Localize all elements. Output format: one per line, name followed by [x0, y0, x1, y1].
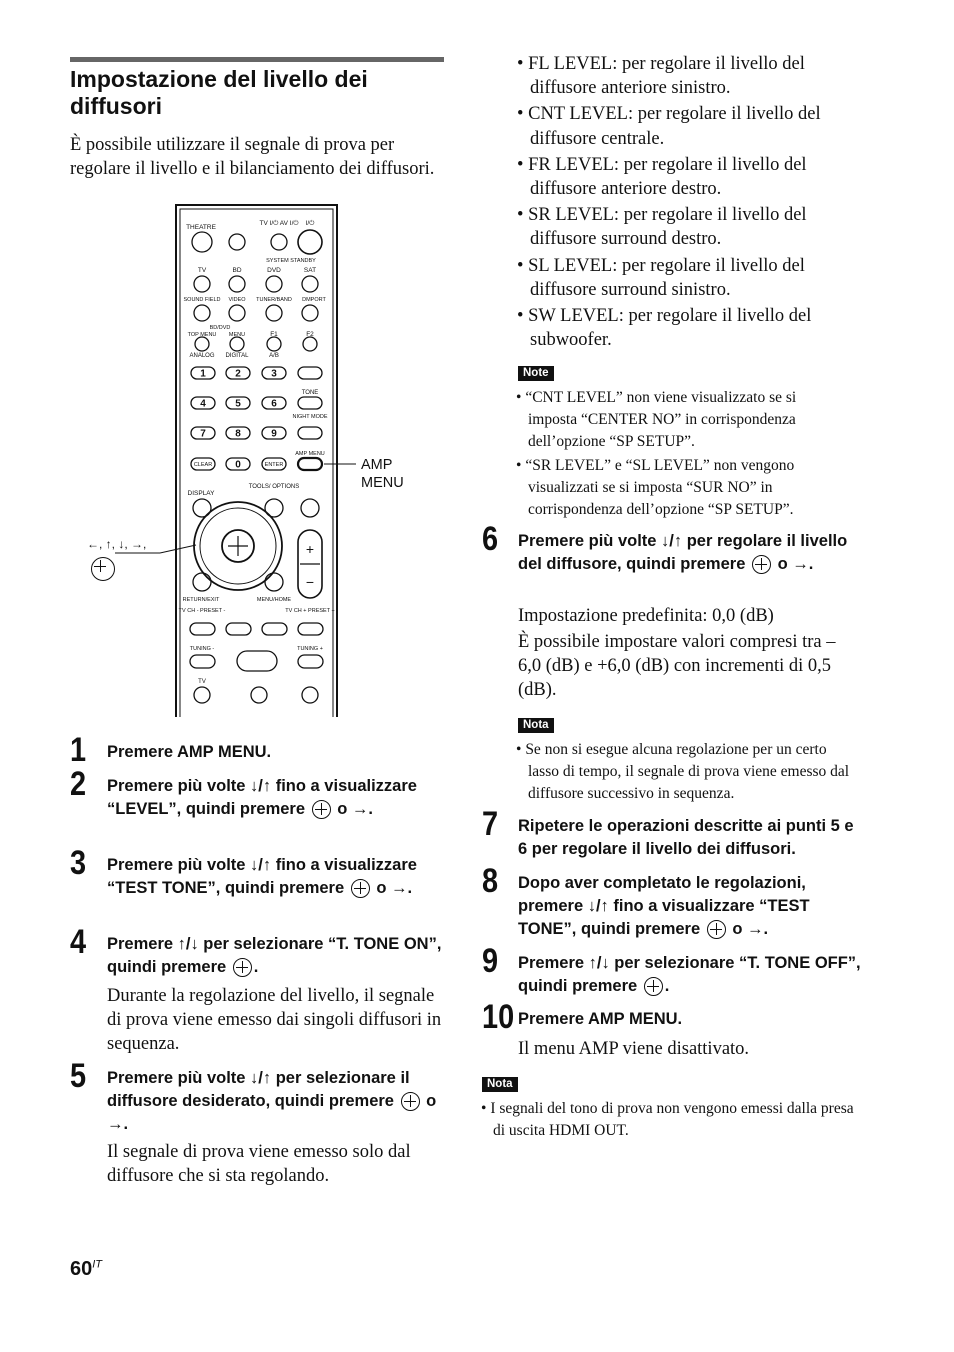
- svg-text:TV: TV: [198, 679, 206, 685]
- list-item: • FR LEVEL: per regolare il livello del diffusore anteriore destro.: [517, 154, 807, 200]
- svg-text:DIGITAL: DIGITAL: [225, 353, 249, 359]
- section-title: Impostazione del livello dei diffusori: [70, 66, 368, 119]
- svg-text:F1: F1: [270, 331, 278, 338]
- svg-text:1: 1: [200, 368, 206, 380]
- svg-text:TOP MENU: TOP MENU: [187, 332, 217, 338]
- enter-icon: [401, 1092, 420, 1111]
- remote-label-standby: SYSTEM STANDBY: [266, 258, 316, 264]
- step-body: È possibile impostare valori compresi tra –6,0 (dB) e +6,0 (dB) con incrementi di 0,5 (dB).: [518, 632, 836, 700]
- svg-text:SAT: SAT: [303, 267, 317, 274]
- step-body: Il segnale di prova viene emesso solo dal diffusore che si sta regolando.: [107, 1142, 411, 1186]
- page-number: $60^{IT}$: [70, 1258, 103, 1280]
- svg-text:VIDEO: VIDEO: [228, 297, 246, 303]
- step-body: Durante la regolazione del livello, il segnale di prova viene emesso dai singoli diffusori in sequenza.: [107, 986, 442, 1054]
- svg-text:NIGHT MODE: NIGHT MODE: [292, 414, 328, 420]
- step-heading: Premere più volte ↓/↑ fino a visualizzare “LEVEL”, quindi premere o →.: [107, 777, 417, 818]
- step-number: 1: [70, 731, 87, 769]
- enter-icon: [752, 555, 771, 574]
- svg-text:A/B: A/B: [269, 353, 279, 359]
- note-badge: Nota: [482, 1077, 518, 1092]
- svg-text:RETURN/EXIT: RETURN/EXIT: [182, 597, 220, 603]
- svg-text:MENU/HOME: MENU/HOME: [256, 597, 292, 603]
- intro-paragraph: È possibile utilizzare il segnale di prova per regolare il livello e il bilanciamento dei diffusori.: [70, 135, 435, 179]
- step-number: 5: [70, 1057, 87, 1095]
- svg-text:DVD: DVD: [267, 267, 281, 274]
- list-item: • FL LEVEL: per regolare il livello del diffusore anteriore sinistro.: [517, 54, 805, 99]
- list-item: • SW LEVEL: per regolare il livello del subwoofer.: [517, 306, 812, 351]
- step-number: 4: [70, 923, 87, 961]
- svg-text:DMPORT: DMPORT: [302, 297, 326, 303]
- step-heading: Premere AMP MENU.: [107, 743, 272, 761]
- step-number: 3: [70, 844, 87, 882]
- remote-label-theatre: THEATRE: [186, 224, 216, 231]
- svg-text:TUNER/BAND: TUNER/BAND: [256, 297, 292, 303]
- svg-text:3: 3: [271, 368, 277, 380]
- step-heading: Premere ↑/↓ per selezionare “T. TONE OFF”, quindi premere .: [518, 954, 861, 995]
- enter-icon: [707, 920, 726, 939]
- svg-text:8: 8: [235, 428, 241, 440]
- svg-text:AMP MENU: AMP MENU: [295, 451, 325, 457]
- svg-text:TUNING +: TUNING +: [297, 646, 323, 652]
- svg-text:2: 2: [235, 368, 241, 380]
- list-item: • SL LEVEL: per regolare il livello del diffusore surround sinistro.: [517, 255, 805, 300]
- list-item: • CNT LEVEL: per regolare il livello del diffusore centrale.: [517, 104, 821, 149]
- level-bullet-list: [517, 52, 857, 352]
- step-number: 10: [482, 998, 515, 1036]
- step-number: 6: [482, 520, 499, 558]
- step-heading: Premere più volte ↓/↑ fino a visualizzare “TEST TONE”, quindi premere o →.: [107, 856, 417, 897]
- svg-text:TOOLS/ OPTIONS: TOOLS/ OPTIONS: [248, 484, 300, 490]
- svg-text:F2: F2: [306, 331, 314, 338]
- step-heading: Premere più volte ↓/↑ per regolare il livello del diffusore, quindi premere o →.: [518, 532, 848, 573]
- svg-text:TONE: TONE: [301, 390, 319, 396]
- list-item: • “SR LEVEL” e “SL LEVEL” non vengono visualizzati se si imposta “SUR NO” in corrispondenza dell’opzione “SP SETUP”.: [516, 457, 795, 518]
- svg-text:5: 5: [235, 398, 241, 410]
- note-badge: Nota: [518, 718, 554, 733]
- list-item: • “CNT LEVEL” non viene visualizzato se si imposta “CENTER NO” in corrispondenza dell’opzione “SP SETUP”.: [516, 389, 797, 450]
- svg-text:TV CH - PRESET -: TV CH - PRESET -: [178, 608, 226, 614]
- enter-icon: [644, 977, 663, 996]
- enter-icon: [91, 557, 115, 581]
- svg-text:7: 7: [200, 428, 206, 440]
- note-list: [516, 739, 861, 805]
- step-heading: Ripetere le operazioni descritte ai punti 5 e 6 per regolare il livello dei diffusori.: [518, 817, 854, 858]
- svg-text:ENTER: ENTER: [264, 462, 284, 468]
- remote-label-tv-av: TV I/⏻ AV I/⏻: [259, 220, 299, 227]
- svg-text:0: 0: [235, 459, 241, 471]
- svg-text:ANALOG: ANALOG: [189, 353, 215, 359]
- step-heading: Dopo aver completato le regolazioni, premere ↓/↑ fino a visualizzare “TEST TONE”, quindi premere o →.: [518, 874, 810, 938]
- svg-text:CLEAR: CLEAR: [193, 462, 213, 468]
- step-number: 8: [482, 862, 499, 900]
- list-item: • SR LEVEL: per regolare il livello del diffusore surround destro.: [517, 205, 807, 250]
- step-heading: Premere AMP MENU.: [518, 1010, 683, 1028]
- callout-amp-menu: AMP MENU: [361, 457, 404, 491]
- note-list: [516, 387, 846, 521]
- callout-arrow-keys: ←, ↑, ↓, →,: [87, 537, 146, 581]
- remote-label-power: I/⏻: [305, 220, 315, 227]
- svg-text:SOUND FIELD: SOUND FIELD: [183, 297, 221, 303]
- enter-icon: [312, 800, 331, 819]
- svg-text:−: −: [305, 574, 315, 590]
- enter-icon: [233, 958, 252, 977]
- step-body: Il menu AMP viene disattivato.: [518, 1039, 750, 1059]
- svg-text:9: 9: [271, 428, 277, 440]
- svg-text:TUNING -: TUNING -: [189, 646, 215, 652]
- step-number: 9: [482, 942, 499, 980]
- list-item: • I segnali del tono di prova non vengono emessi dalla presa di uscita HDMI OUT.: [481, 1100, 854, 1139]
- step-heading: Premere ↑/↓ per selezionare “T. TONE ON”, quindi premere .: [107, 935, 442, 976]
- svg-text:TV CH + PRESET +: TV CH + PRESET +: [285, 608, 335, 614]
- svg-text:+: +: [305, 541, 315, 557]
- svg-text:BD/DVD: BD/DVD: [209, 325, 231, 331]
- step-number: 7: [482, 805, 499, 843]
- step-heading: Premere più volte ↓/↑ per selezionare il diffusore desiderato, quindi premere o →.: [107, 1069, 437, 1133]
- step-body: Impostazione predefinita: 0,0 (dB): [518, 606, 774, 626]
- svg-text:6: 6: [271, 398, 277, 410]
- step-number: 2: [70, 765, 87, 803]
- note-badge: Note: [518, 366, 554, 381]
- svg-text:MENU: MENU: [228, 332, 246, 338]
- svg-text:TV: TV: [197, 267, 207, 274]
- list-item: • Se non si esegue alcuna regolazione per un certo lasso di tempo, il segnale di prova viene emesso dal diffusore successivo in sequenza.: [516, 741, 850, 802]
- enter-icon: [351, 879, 370, 898]
- svg-text:4: 4: [200, 398, 206, 410]
- note-list: [481, 1098, 861, 1142]
- svg-text:BD: BD: [232, 267, 242, 274]
- svg-text:DISPLAY: DISPLAY: [187, 490, 215, 497]
